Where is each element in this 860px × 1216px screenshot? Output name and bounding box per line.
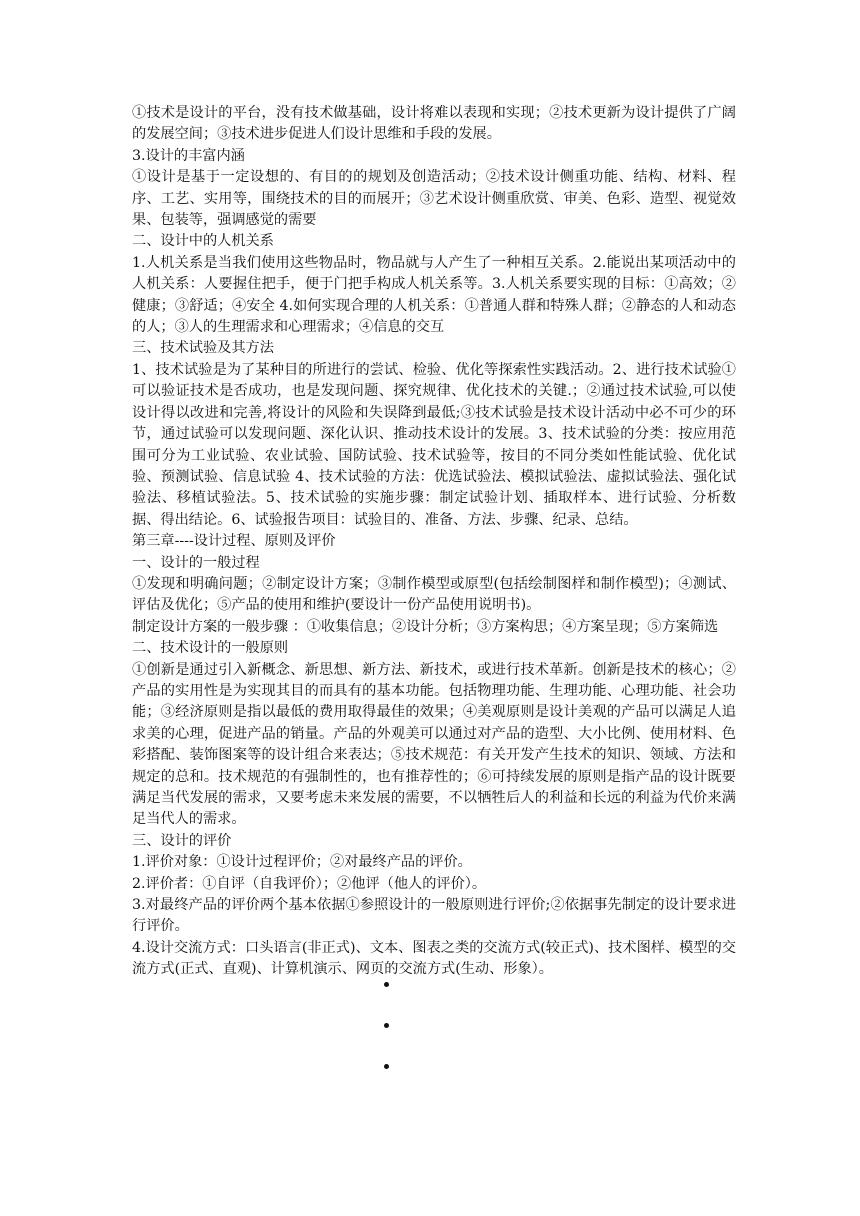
section-heading: 三、设计的评价 (132, 832, 232, 849)
chapter-heading: 第三章----设计过程、原则及评价 (132, 533, 336, 550)
bullet-dot (384, 1023, 389, 1028)
section-heading: 二、设计中的人机关系 (132, 233, 274, 250)
section-heading: 三、技术试验及其方法 (132, 340, 274, 357)
paragraph: 4.设计交流方式：口头语言(非正式)、文本、图表之类的交流方式(较正式)、技术图样、模型的交流方式(正式、直观)、计算机演示、网页的交流方式(生动、形象）。 (132, 939, 736, 978)
paragraph: 3.对最终产品的评价两个基本依据①参照设计的一般原则进行评价;②依据事先制定的设计要求进行评价。 (132, 897, 736, 935)
document-body (132, 103, 736, 981)
section-heading: 二、技术设计的一般原则 (132, 640, 289, 657)
section-heading: 3.设计的丰富内涵 (132, 147, 245, 164)
paragraph: 1.人机关系是当我们使用这些物品时，物品就与人产生了一种相互关系。2.能说出某项活动中的人机关系：人要握住把手，便于门把手构成人机关系等。3.人机关系要实现的目标：①高效；②健康；③舒适；④安全 4.如何实现合理的人机关系：①普通人群和特殊人群；②静态的人和动态的人；③人的生理需求和心理需求；④信息的交互 (132, 254, 736, 336)
empty-bullet-list (384, 982, 389, 1105)
bullet-dot (384, 982, 389, 987)
paragraph: ①设计是基于一定设想的、有目的的规划及创造活动；②技术设计侧重功能、结构、材料、程序、工艺、实用等，围绕技术的目的而展开；③艺术设计侧重欣赏、审美、色彩、造型、视觉效果、包装等，强调感觉的需要 (132, 169, 736, 229)
paragraph: ①发现和明确问题；②制定设计方案；③制作模型或原型(包括绘制图样和制作模型)；④测试、评估及优化；⑤产品的使用和维护(要设计一份产品使用说明书)。 (132, 575, 736, 614)
paragraph: 1.评价对象：①设计过程评价；②对最终产品的评价。 (132, 854, 472, 871)
paragraph: 2.评价者：①自评（自我评价）；②他评（他人的评价）。 (132, 875, 487, 892)
paragraph: 制定设计方案的一般步骤 ：①收集信息；②设计分析；③方案构思；④方案呈现；⑤方案筛选 (132, 618, 719, 635)
paragraph: ①创新是通过引入新概念、新思想、新方法、新技术，或进行技术革新。创新是技术的核心；②产品的实用性是为实现其目的而具有的基本功能。包括物理功能、生理功能、心理功能、社会功能；③经济原则是指以最低的费用取得最佳的效果；④美观原则是设计美观的产品可以满足人追求美的心理，促进产品的销量。产品的外观美可以通过对产品的造型、大小比例、使用材料、色彩搭配、装饰图案等的设计组合来表达；⑤技术规范：有关开发产生技术的知识、领域、方法和规定的总和。技术规范的有强制性的，也有推荐性的；⑥可持续发展的原则是指产品的设计既要满足当代发展的需求，又要考虑未来发展的需要，不以牺牲后人的利益和长远的利益为代价来满足当代人的需求。 (132, 661, 736, 828)
paragraph: ①技术是设计的平台，没有技术做基础，设计将难以表现和实现；②技术更新为设计提供了广阔的发展空间；③技术进步促进人们设计思维和手段的发展。 (132, 105, 736, 143)
bullet-dot (384, 1064, 389, 1069)
section-heading: 一、设计的一般过程 (132, 554, 260, 571)
paragraph: 1、技术试验是为了某种目的所进行的尝试、检验、优化等探索性实践活动。2、进行技术试验①可以验证技术是否成功，也是发现问题、探究规律、优化技术的关键.；②通过技术试验,可以使设计得以改进和完善,将设计的风险和失误降到最低;③技术试验是技术设计活动中必不可少的环节，通过试验可以发现问题、深化认识、推动技术设计的发展。3、技术试验的分类：按应用范围可分为工业试验、农业试验、国防试验、技术试验等，按目的不同分类如性能试验、优化试验、预测试验、信息试验 4、技术试验的方法：优选试验法、模拟试验法、虚拟试验法、强化试验法、移植试验法。5、技术试验的实施步骤：制定试验计划、插取样本、进行试验、分析数据、得出结论。6、试验报告项目：试验目的、准备、方法、步骤、纪录、总结。 (132, 361, 736, 528)
